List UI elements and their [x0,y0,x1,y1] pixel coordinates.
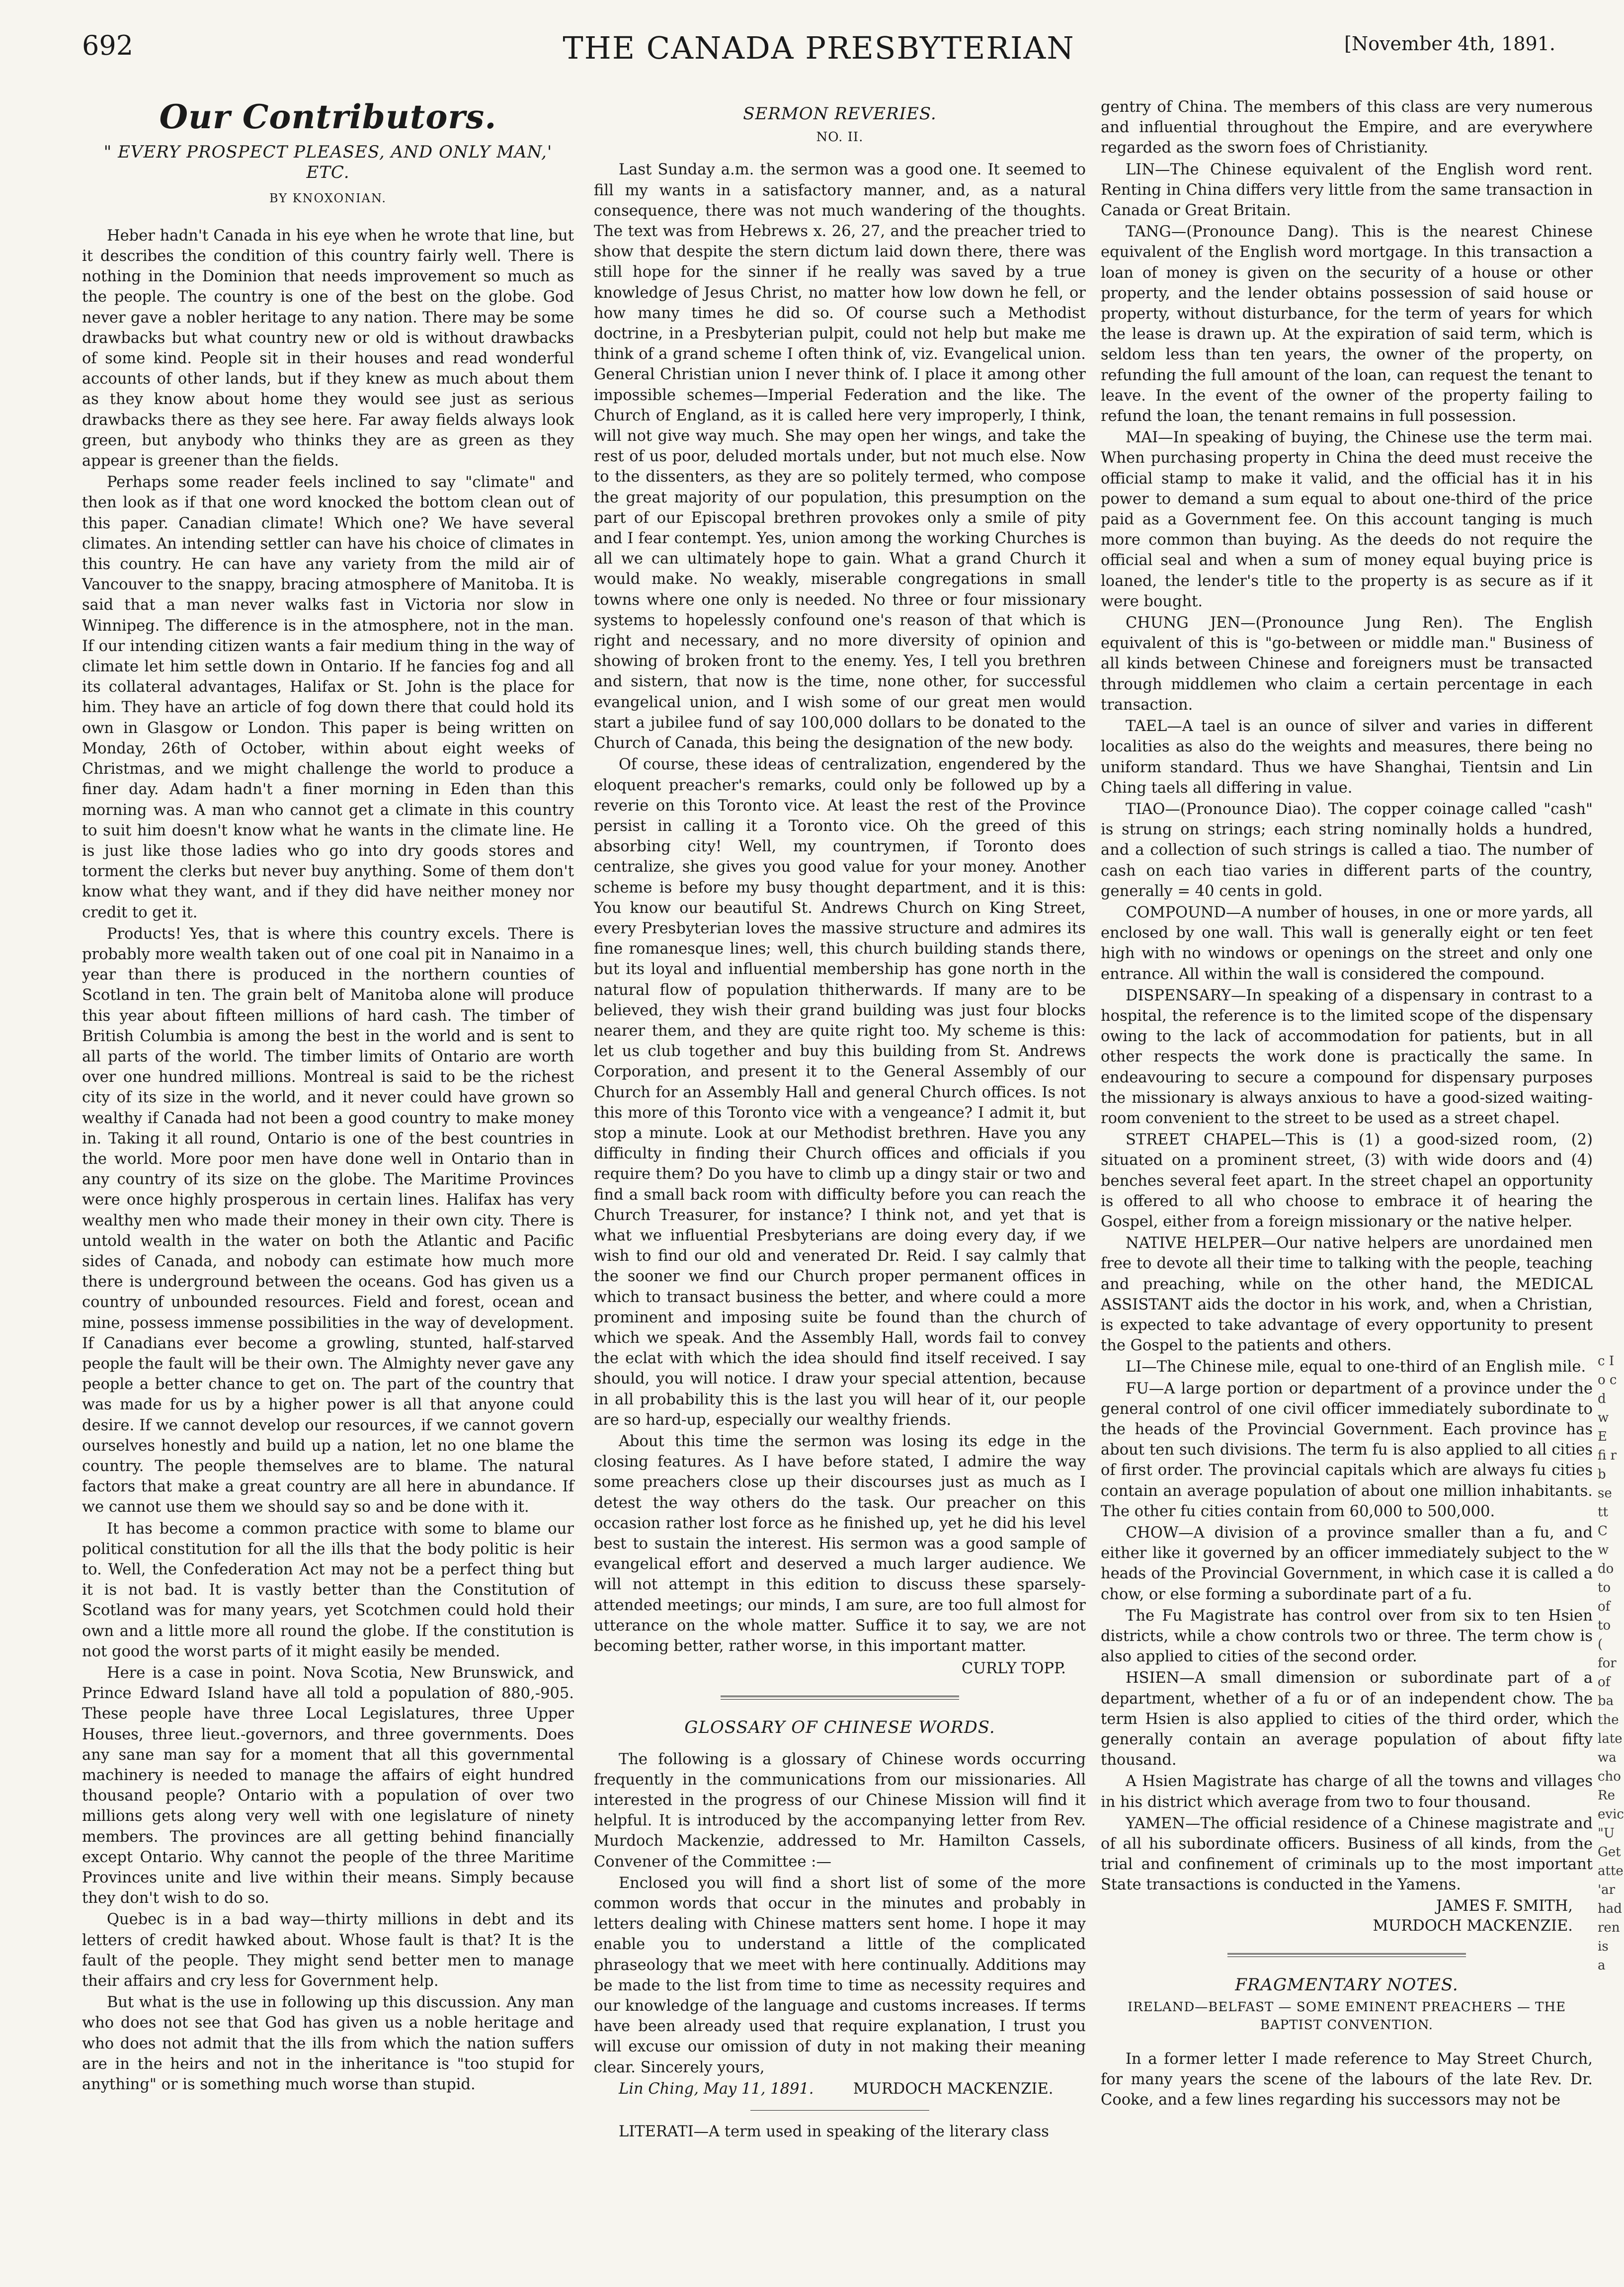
glossary-entry: CHUNG JEN—(Pronounce Jung Ren). The English equivalent of this is "go-between or middle man." Business of all kinds between Chinese and foreigners must be transacted through middlemen who claim a certain percentage in each transaction. [1101,614,1593,714]
glossary-entry: COMPOUND—A number of houses, in one or more yards, all enclosed by one wall. This wall is generally eight or ten feet high with no windows or openings on the street and only one entrance. All within the wall is considered the compound. [1101,903,1593,983]
glossary-entry: A Hsien Magistrate has charge of all the towns and villages in his district which average from two to four thousand. [1101,1773,1593,1811]
glossary-entry: LI—The Chinese mile, equal to one-third of an English mile. [1126,1358,1586,1376]
glossary-entry: YAMEN—The official residence of a Chinese magistrate and of all his subordinate officers. Business of all kinds, from the trial and confinement of criminals up to the most important State transactions is conducted in the Yamens. [1101,1814,1593,1894]
page-number: 692 [82,30,134,61]
dateline-place: Lin Ching, May 11, 1891. [619,2080,814,2098]
article-subhead: IRELAND—BELFAST — SOME EMINENT PREACHERS — THE BAPTIST CONVENTION. [1127,1999,1566,2033]
cropped-adjacent-page-text: c I o c d w E fi r b se tt C w do to of to ( for of ba the late wa cho Re evic "U Get atte 'ar had ren is a [1598,1354,1624,1973]
paragraph: Products! Yes, that is where this country excels. There is probably more wealth taken out of one coal pit in Nanaimo in a year than there is produced in the northern counties of Scotland in ten. The grain belt of Manitoba alone will produce this year about fifteen millions of hard cash. The timber of British Columbia is among the best in the world and is sent to all parts of the world. The timber limits of Ontario are worth over one hundred millions. Montreal is said to be the richest city of its size in the world, and it never could have grown so wealthy if Canada had not been a good country to make money in. Taking it all round, Ontario is one of the best countries in the world. More poor men have done well in Ontario than in any country of its size on the globe. The Maritime Provinces were once highly prosperous in certain lines. Halifax has very wealthy men who made their money in their own city. There is untold wealth in the water on both the Atlantic and Pacific sides of Canada, and nobody can estimate how much more there is underground between the oceans. God has given us a country of unbounded resources. Field and forest, ocean and mine, possess immense possibilities in the way of development. If Canadians ever become a growling, stunted, half-starved people the fault will be their own. The Almighty never gave any people a better chance to get on. The part of the country that was made for us by a higher power is all that anyone could desire. If we cannot develop our resources, if we cannot govern ourselves honestly and build up a nation, let no one blame the country. The people themselves are to blame. The natural factors that make a great country are all here in abundance. If we cannot use them we should say so and be done with it. [82,925,574,1516]
paragraph: Perhaps some reader feels inclined to say "climate" and then look as if that one word knocked the bottom clean out of this paper. Canadian climate! Which one? We have several climates. An intending settler can have his choice of climates in this country. He can have any variety from the mild air of Vancouver to the snappy, bracing atmosphere of Manitoba. It is said that a man never walks fast in Victoria nor slow in Winnipeg. The difference is in the atmosphere, not in the man. If our intending citizen wants a fair medium thing in the way of climate let him settle down in Ontario. If he fancies fog and all its collateral advantages, Halifax or St. John is the place for him. They have an article of fog down there that could hold its own in Glasgow or London. This paper is being written on Monday, 26th of October, within about eight weeks of Christmas, and we might challenge the world to produce a finer day. Adam hadn't a finer morning in Eden than this morning was. A man who cannot get a climate in this country to suit him doesn't know what he wants in the climate line. He is just like those ladies who go into dry goods stores and torment the clerks but never buy anything. Some of them don't know what they want, and if they did have neither money nor credit to get it. [82,474,574,921]
paragraph: About this time the sermon was losing its edge in the closing features. As I have before stated, I admire the way some preachers close up their discourses just as much as I detest the way others do the task. Our preacher on this occasion rather lost force as he finished up, yet he did his level best to sustain the interest. His sermon was a good sample of evangelical effort and deserved a much larger audience. We will not attempt in this edition to discuss these sparsely-attended meetings; our minds, I am sure, are too full almost for utterance on the whole matter. Suffice it to say, we are not becoming better, rather worse, in this important matter. [594,1433,1086,1655]
column-middle [594,97,1086,2279]
paragraph: Here is a case in point. Nova Scotia, New Brunswick, and Prince Edward Island have all told a population of 880,-905. These people have three Local Legislatures, three Upper Houses, three lieut.-governors, and three governments. Does any sane man say for a moment that all this governmental machinery is needed to manage the affairs of eight hundred thousand people? Ontario with a population of over two millions gets along very well with one legislature of ninety members. The provinces are all getting behind financially except Ontario. Why cannot the people of the three Maritime Provinces unite and live within their means. Simply because they don't wish to do so. [82,1664,574,1907]
signature: JAMES F. SMITH, [1436,1897,1573,1915]
byline: BY KNOXONIAN. [269,191,387,205]
column-right [1101,97,1593,2279]
divider [750,2110,929,2111]
column-left [82,97,574,2279]
glossary-entry: HSIEN—A small dimension or subordinate part of a department, whether of a fu or of an independent chow. The term Hsien is also applied to cities of the third order, which generally contain an average population of about fifty thousand. [1101,1669,1593,1769]
glossary-entry: FU—A large portion or department of a province under the general control of one civil officer immediately subordinate to the heads of the Provincial Government. Each province has about ten such divisions. The term fu is also applied to all cities of first order. The provincial capitals which are always fu cities contain an average population of about one million inhabitants. The other fu cities contain from 60,000 to 500,000. [1101,1380,1593,1520]
issue-date: [November 4th, 1891. [1344,33,1555,55]
page-header [82,30,1555,84]
glossary-entry: TIAO—(Pronounce Diao). The copper coinage called "cash" is strung on strings; each string nominally holds a hundred, and a collection of such strings is called a tiao. The number of cash on each tiao varies in different parts of the country, generally = 40 cents in gold. [1101,800,1593,900]
paragraph: The following is a glossary of Chinese words occurring frequently in the communications from our missionaries. All interested in the progress of our Chinese Mission will find it helpful. It is introduced by the accompanying letter from Rev. Murdoch Mackenzie, addressed to Mr. Hamilton Cassels, Convener of the Committee :— [594,1750,1086,1871]
glossary-entry: TANG—(Pronounce Dang). This is the nearest Chinese equivalent of the English word mortgage. In this transaction a loan of money is given on the security of a house or other property, and the lender obtains possession of said house or property, without disturbance, for the term of years for which the lease is drawn up. At the expiration of said term, which is seldom less than ten years, the owner of the property, on refunding the full amount of the loan, can request the tenant to leave. In the event of the owner of the property failing to refund the loan, the tenant remains in full possession. [1101,223,1593,425]
paragraph: Enclosed you will find a short list of some of the more common words that occur in the minutes and probably in letters dealing with Chinese matters sent home. I hope it may enable you to understand a little of the complicated phraseology that we meet with here continually. Additions may be made to the list from time to time as necessity requires and our knowledge of the language and customs increases. If terms have been already used that require explanation, I trust you will excuse our omission of duty in not making their meaning clear. Sincerely yours, [594,1874,1086,2076]
paragraph: LITERATI—A term used in speaking of the literary class [619,2123,1049,2141]
paragraph: It has become a common practice with some to blame our political constitution for all the ills that the body politic is heir to. Well, the Confederation Act may not be a perfect thing but it is not bad. It is vastly better than the Constitution of Scotland was for many years, yet Scotchmen could hold their own and a little more all round the globe. If the constitution is not good the worst parts of it might easily be mended. [82,1520,574,1660]
paragraph: Last Sunday a.m. the sermon was a good one. It seemed to fill my wants in a satisfactory manner, and, as a natural consequence, there was not much wandering of the thoughts. The text was from Hebrews x. 26, 27, and the preacher tried to show that despite the stern dictum laid down there, there was still hope for the sinner if he really was saved by a true knowledge of Jesus Christ, no matter how low down he fell, or how many times he did so. Of course such a Methodist doctrine, in a Presbyterian pulpit, could not help but make me think of a grand scheme I often think of, viz. Evangelical union. General Christian union I never think of. I place it among other impossible schemes—Imperial Federation and the like. The Church of England, as it is called here very improperly, I think, will not give way much. She may open her wings, and take the rest of us poor, deluded mortals under, but not much else. Now to the dissenters, as they are so politely termed, who compose the great majority of our population, this presumption on the part of our Episcopal brethren provokes only a smile of pity and I fear contempt. Yes, union among the working Churches is all we can ultimately hope to gain. What a grand Church it would make. No weakly, miserable congregations in small towns where one only is needed. No three or four missionary systems to hopelessly confound one's reason of that which is right and necessary, and no more diversity of opinion and showing of broken front to the enemy. Yes, I tell you brethren and sistern, that now is the time, none other, for successful evangelical union, and I wish some of our great men would start a jubilee fund of say 100,000 dollars to be donated to the Church of Canada, this being the designation of the new body. [594,161,1086,752]
signature: CURLY TOPP. [961,1660,1066,1678]
divider [721,1696,959,1700]
dateline [594,2079,1086,2099]
dateline-signature: MURDOCH MACKENZIE. [853,2080,1054,2098]
article-number: NO. II. [816,130,864,145]
glossary-entry: STREET CHAPEL—This is (1) a good-sized room, (2) situated on a prominent street, (3) with wide doors and (4) benches several feet apart. In the street chapel an opportunity is offered to all who choose to embrace it of hearing the Gospel, either from a foreign missionary or the native helper. [1101,1131,1593,1230]
signature: MURDOCH MACKENZIE. [1373,1917,1573,1935]
article-title: GLOSSARY OF CHINESE WORDS. [684,1717,995,1738]
article-title: FRAGMENTARY NOTES. [1235,1974,1459,1995]
glossary-entry: TAEL—A tael is an ounce of silver and varies in different localities as also do the weights and measures, there being no uniform standard. Thus we have Shanghai, Tientsin and Lin Ching taels all differing in value. [1101,718,1593,797]
divider [1227,1953,1466,1957]
paragraph: But what is the use in following up this discussion. Any man who does not see that God has given us a noble heritage and who does not admit that the ills from which the nation suffers are in the heirs and not in the inheritance is "too stupid for anything" or is something much worse than stupid. [82,1994,574,2094]
glossary-entry: NATIVE HELPER—Our native helpers are unordained men free to devote all their time to talking with the people, teaching and preaching, while on the other hand, the MEDICAL ASSISTANT aids the doctor in his work, and, when a Christian, is expected to take advantage of every opportunity to present the Gospel to the patients and others. [1101,1234,1593,1355]
glossary-entry: DISPENSARY—In speaking of a dispensary in contrast to a hospital, the reference is to the limited scope of the dispensary owing to the lack of accommodation for patients, but in all other respects the work done is practically the same. In endeavouring to secure a compound for dispensary purposes the missionary is always anxious to have a good-sized waiting-room convenient to the street to be used as a street chapel. [1101,986,1593,1127]
glossary-entry: LIN—The Chinese equivalent of the English word rent. Renting in China differs very little from the same transaction in Canada or Great Britain. [1101,161,1593,220]
paragraph: Quebec is in a bad way—thirty millions in debt and its letters of credit hawked about. Whose fault is that? It is the fault of the people. They might send better men to manage their affairs and cry less for Government help. [82,1911,574,1990]
paragraph: gentry of China. The members of this class are very numerous and influential throughout the Empire, and are everywhere regarded as the sworn foes of Christianity. [1101,98,1593,157]
masthead-title: THE CANADA PRESBYTERIAN [563,30,1075,66]
paragraph: In a former letter I made reference to May Street Church, for many years the scene of the labours of the late Rev. Dr. Cooke, and a few lines regarding his successors may not be [1101,2050,1593,2109]
glossary-entry: The Fu Magistrate has control over from six to ten Hsien districts, while a chow controls two or three. The term chow is also applied to cities of the second order. [1101,1607,1593,1666]
section-title: Our Contributors. [159,97,497,136]
paragraph: Heber hadn't Canada in his eye when he wrote that line, but it describes the condition of this country fairly well. There is nothing in the Dominion that needs improvement so much as the people. The country is one of the best on the globe. God never gave a nobler heritage to any nation. There may be some drawbacks but what country new or old is without drawbacks of some kind. People sit in their houses and read wonderful accounts of other lands, but if they knew as much about them as they know about home they would see just as serious drawbacks there as they see here. Far away fields always look green, but anybody who thinks they are as green as they appear is greener than the fields. [82,227,574,470]
glossary-entry: CHOW—A division of a province smaller than a fu, and either like it governed by an officer immediately subject to the heads of the Provincial Government, in which case it is called a chow, or else forming a subordinate part of a fu. [1101,1524,1593,1603]
glossary-entry: MAI—In speaking of buying, the Chinese use the term mai. When purchasing property in China the deed must receive the official stamp to make it valid, and the official has it in his power to demand a sum equal to about one-third of the price paid as a Government fee. On this account tanging is much more common than buying. As the deeds do not require the official seal and when a sum of money equal buying price is loaned, the lender's title to the property is as secure as if it were bought. [1101,429,1593,610]
article-title: SERMON REVERIES. [743,104,937,124]
paragraph: Of course, these ideas of centralization, engendered by the eloquent preacher's remarks, could only be followed up by a reverie on this Toronto vice. At least the rest of the Province persist in calling it a Toronto vice. Oh the greed of this absorbing city! Well, my countrymen, if Toronto does centralize, she gives you good value for your money. Another scheme is before my busy thought department, and it is this: You know our beautiful St. Andrews Church on King Street, every Presbyterian loves the massive structure and admires its fine romanesque lines; well, this church building stands there, but its loyal and influential membership has gone north in the natural flow of population thitherwards. If many are to be believed, they wish their grand building was just four blocks nearer them, and they are quite right too. My scheme is this: let us club together and buy this building from St. Andrews Corporation, and present it to the General Assembly of our Church for an Assembly Hall and general Church offices. Is not this more of this Toronto vice with a vengeance? I admit it, but stop a minute. Look at our Methodist brethren. Have you any difficulty in finding their Church offices and officials if you require them? Do you have to climb up a dingy stair or two and find a small back room with difficulty before you can reach the Church Treasurer, for instance? I think not, and yet that is what we influential Presbyterians are doing every day, if we wish to find our old and venerated Dr. Reid. I say calmly that the sooner we find our Church proper permanent offices in which to transact business the better, and where could a more prominent and imposing suite be found than the church of which we speak. And the Assembly Hall, words fail to convey the eclat with which the idea should find itself received. I say should, you will notice. I draw your special attention, because in all probability this is the last you will hear of it, our people are so hard-up, especially our wealthy friends. [594,756,1086,1429]
article-title: " EVERY PROSPECT PLEASES, AND ONLY MAN,' ETC. [103,142,553,183]
